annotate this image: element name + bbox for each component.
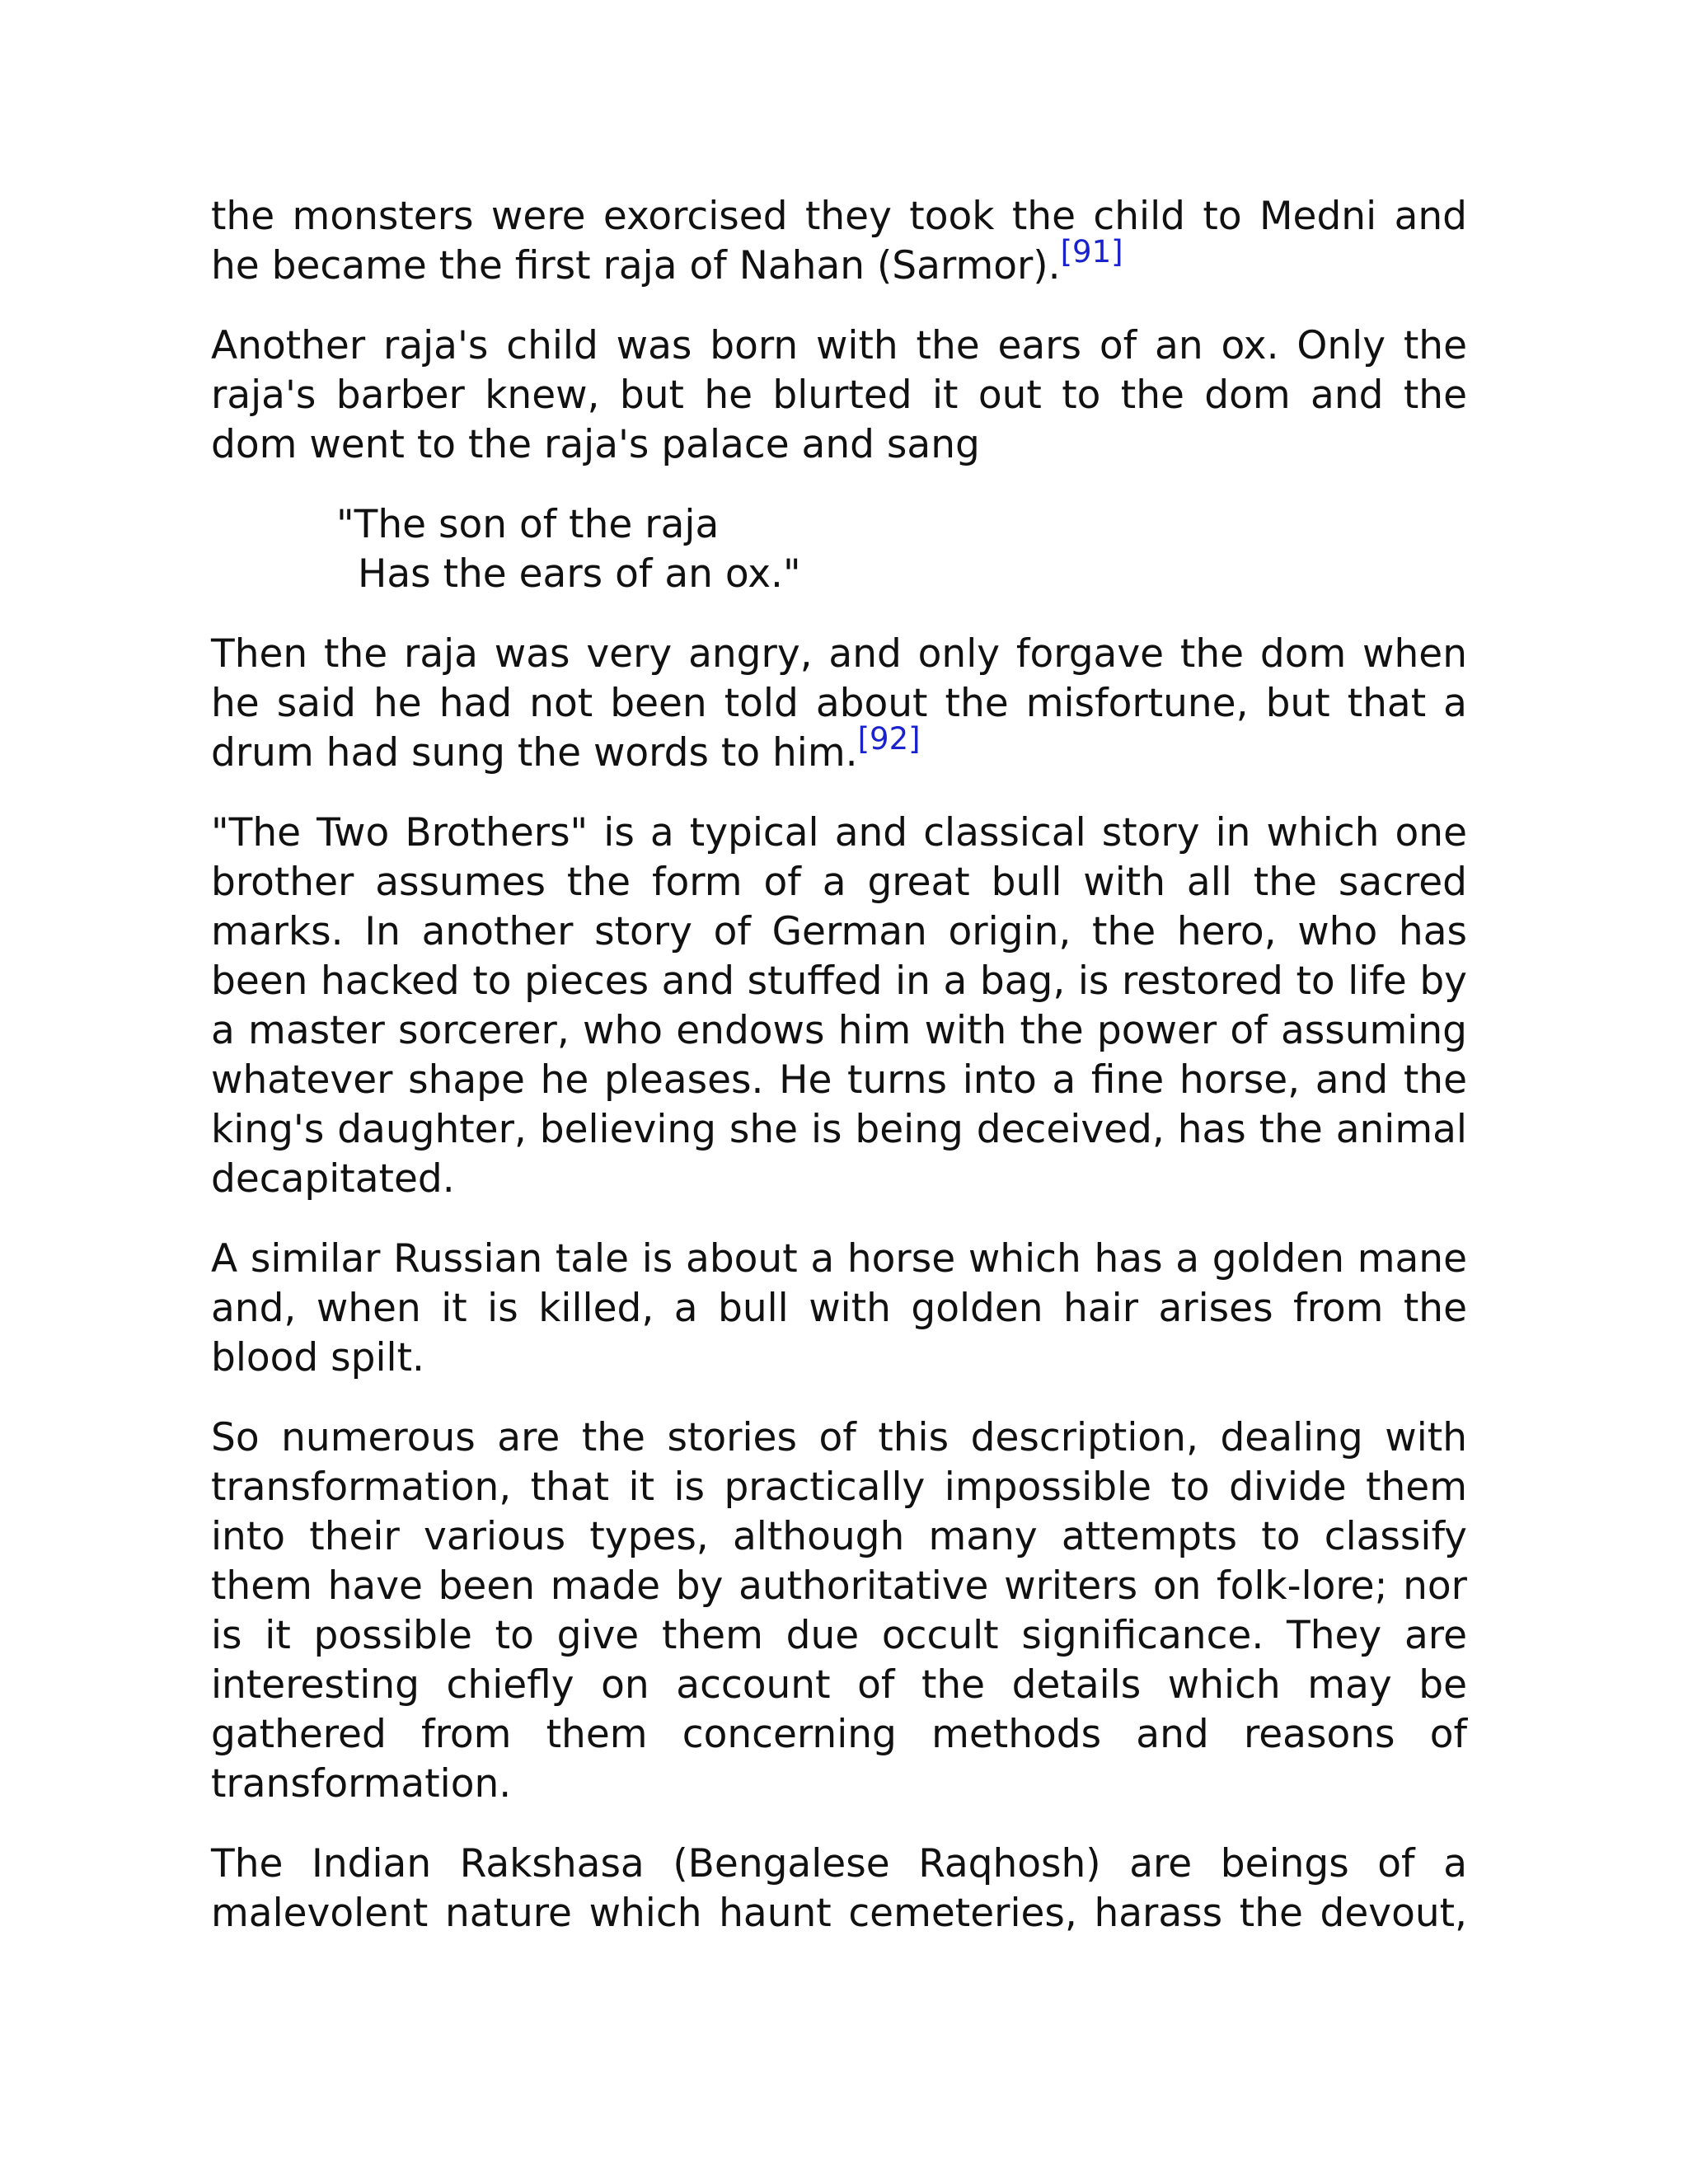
verse-line-2: Has the ears of an ox." bbox=[358, 551, 801, 597]
paragraph-3 bbox=[211, 630, 1467, 778]
verse-line-1: "The son of the raja bbox=[336, 502, 720, 547]
paragraph-text: The Indian Rakshasa (Bengalese Raqhosh) are beings of a malevolent nature which haunt cemeteries, harass the devout, bbox=[211, 1841, 1467, 1936]
paragraph-7 bbox=[211, 1840, 1467, 1938]
paragraph-text: Then the raja was very angry, and only forgave the dom when he said he had not been told about the misfortune, but that a drum had sung the words to him. bbox=[211, 631, 1467, 776]
paragraph-6 bbox=[211, 1413, 1467, 1809]
footnote-link-91[interactable]: [91] bbox=[1060, 234, 1123, 269]
document-page bbox=[211, 192, 1467, 1969]
paragraph-4 bbox=[211, 808, 1467, 1204]
footnote-link-92[interactable]: [92] bbox=[857, 721, 921, 757]
paragraph-text: Another raja's child was born with the ears of an ox. Only the raja's barber knew, but he blurted it out to the dom and the dom went to the raja's palace and sang bbox=[211, 323, 1467, 467]
paragraph-text: the monsters were exorcised they took the child to Medni and he became the first raja of Nahan (Sarmor). bbox=[211, 194, 1467, 288]
paragraph-text: "The Two Brothers" is a typical and classical story in which one brother assumes the form of a great bull with all the sacred marks. In another story of German origin, the hero, who has been hacked to pieces and stuffed in a bag, is restored to life by a master sorcerer, who endows him with the power of assuming whatever shape he pleases. He turns into a fine horse, and the king's daughter, believing she is being deceived, has the animal decapitated. bbox=[211, 810, 1467, 1202]
paragraph-text: So numerous are the stories of this description, dealing with transformation, that it is practically impossible to divide them into their various types, although many attempts to classify them have been made by authoritative writers on folk-lore; nor is it possible to give them due occult significance. They are interesting chiefly on account of the details which may be gathered from them concerning methods and reasons of transformation. bbox=[211, 1415, 1467, 1807]
paragraph-1 bbox=[211, 192, 1467, 291]
paragraph-5 bbox=[211, 1235, 1467, 1383]
paragraph-text: A similar Russian tale is about a horse which has a golden mane and, when it is killed, a bull with golden hair arises from the blood spilt. bbox=[211, 1236, 1467, 1380]
paragraph-2 bbox=[211, 321, 1467, 470]
verse-quote bbox=[336, 500, 1467, 599]
